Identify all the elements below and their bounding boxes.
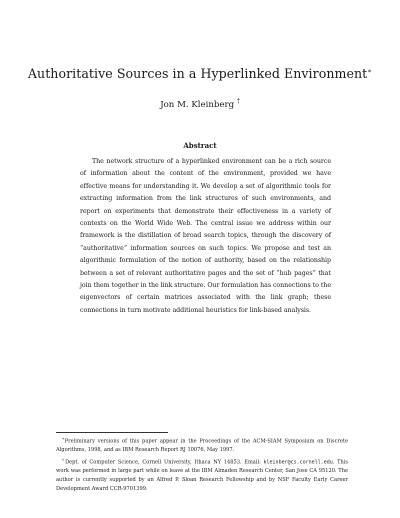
footnote-2-text-b: . This work was performed in large part while on leave at the IBM Almaden Research Center, San Jose CA 95120. The author is currently supported by an Alfred P. Sloan Research Fellowship and by NSF Faculty Early Career Development Award CCR-9701399.: [56, 459, 348, 493]
author-name: Jon M. Kleinberg: [160, 99, 235, 110]
footnote-rule: [56, 432, 168, 433]
title-footnote-mark: ∗: [367, 66, 373, 75]
author-email: kleinber@cs.cornell.edu: [263, 459, 333, 466]
abstract-body: The network structure of a hyperlinked environment can be a rich source of information about the content of the environment, provided we have effective means for understanding it. We develop a set of algorithmic tools for extracting information from the link structures of such environments, and report on experiments that demonstrate their effectiveness in a variety of contexts on the World Wide Web. The central issue we address within our framework is the distillation of broad search topics, through the discovery of “authoritative” information sources on such topics. We propose and test an algorithmic formulation of the notion of authority, based on the relationship between a set of relevant authoritative pages and the set of “hub pages” that join them together in the link structure. Our formulation has connections to the eigenvectors of certain matrices associated with the link graph; these connections in turn motivate additional heuristics for link-based analysis.: [80, 158, 332, 314]
footnote-1-mark: ∗: [62, 436, 65, 441]
paper-title-text: Authoritative Sources in a Hyperlinked Environment: [27, 66, 368, 81]
abstract-heading: Abstract: [183, 141, 217, 150]
author-line: [0, 98, 400, 110]
footnote-2: [56, 456, 348, 494]
paper-title: [0, 66, 400, 81]
footnote-2-mark: †: [62, 457, 66, 462]
footnote-2-text-a: Dept. of Computer Science, Cornell University, Ithaca NY 14853. Email:: [65, 459, 264, 466]
footnote-1: [56, 435, 348, 455]
footnote-1-text: Preliminary versions of this paper appear in the Proceedings of the ACM-SIAM Symposium on Discrete Algorithms, 1998, and as IBM Research Report RJ 10076, May 1997.: [56, 438, 348, 454]
author-footnote-mark: †: [236, 98, 240, 105]
